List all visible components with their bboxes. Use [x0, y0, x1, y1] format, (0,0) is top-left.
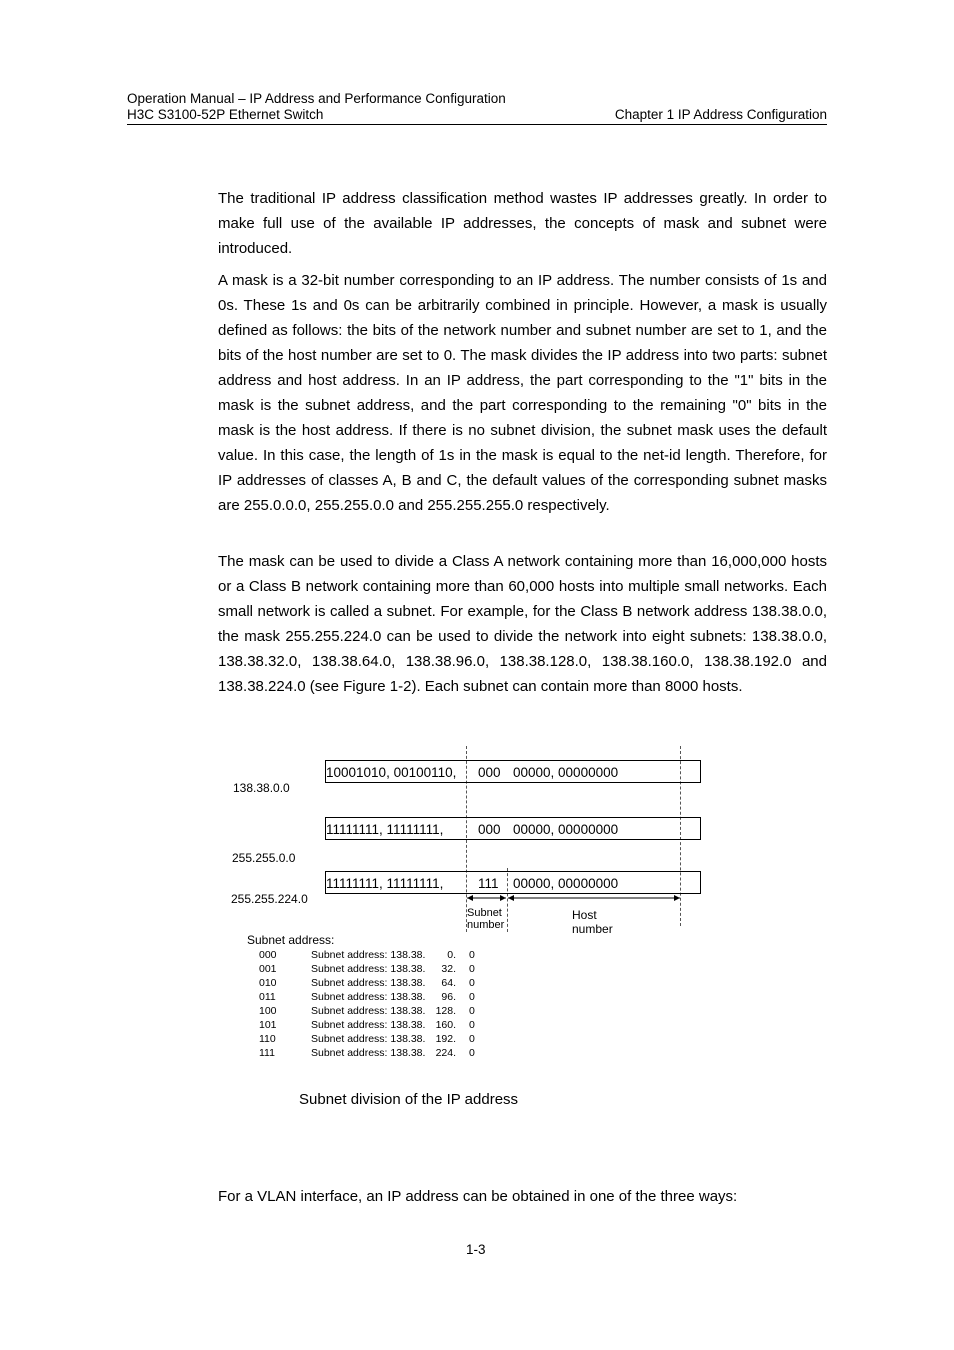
- subnet-address-heading: Subnet address:: [247, 933, 335, 947]
- header-rule: [127, 124, 827, 125]
- row-subnet-mask-host: 00000, 00000000: [513, 876, 619, 891]
- chapter-title: Chapter 1 IP Address Configuration: [614, 107, 827, 122]
- subnet-third-octet: 0.: [447, 949, 456, 961]
- subnet-fourth-octet: 0: [469, 1033, 475, 1045]
- subnet-address-text: Subnet address: 138.38.: [311, 949, 426, 961]
- subnet-fourth-octet: 0: [469, 949, 475, 961]
- row-address-net: 10001010, 00100110,: [326, 765, 457, 780]
- subnet-address-text: Subnet address: 138.38.: [311, 1033, 426, 1045]
- subnet-fourth-octet: 0: [469, 1019, 475, 1031]
- figure-caption: Subnet division of the IP address: [299, 1091, 519, 1108]
- row-default-mask-subnet: 000: [478, 822, 501, 837]
- subnet-number-label: Subnet number: [467, 907, 505, 931]
- subnet-third-octet: 160.: [435, 1019, 456, 1031]
- subnet-bits: 000: [259, 949, 277, 961]
- host-number-label: Host number: [572, 908, 613, 936]
- subnet-fourth-octet: 0: [469, 977, 475, 989]
- paragraph-subnet: The mask can be used to divide a Class A network containing more than 16,000,000 hosts or a Class B network containing more than 60,000 hosts into multiple small networks. Each small network is called a subnet. For example, for the Class B network address 138.38.0.0, the mask 255.255.224.0 can be used to divide the network into eight subnets: 138.38.0.0, 138.38.32.0, 138.38.64.0, 138.38.96.0, 138.38.128.0, 138.38.160.0, 138.38.192.0 and 138.38.224.0 (see Figure 1-2). Each subnet can contain more than 8000 hosts.: [218, 553, 827, 695]
- paragraph-intro: The traditional IP address classification method wastes IP addresses greatly. In order to make full use of the available IP addresses, the concepts of mask and subnet were introduced.: [218, 190, 827, 257]
- subnet-address-text: Subnet address: 138.38.: [311, 977, 426, 989]
- subnet-bits: 100: [259, 1005, 277, 1017]
- row-subnet-mask-net: 11111111, 11111111,: [326, 876, 444, 891]
- row-address-host: 00000, 00000000: [513, 765, 619, 780]
- paragraph-mask: A mask is a 32-bit number corresponding to an IP address. The number consists of 1s and 0s. These 1s and 0s can be arbitrarily combined in principle. However, a mask is usually defined as follows: the bits of the network number and subnet number are set to 1, and the bits of the host number are set to 0. The mask divides the IP address into two parts: subnet address and host address. In an IP address, the part corresponding to the "1" bits in the mask is the subnet address, and the part corresponding to the remaining "0" bits in the mask is the host address. If there is no subnet division, the subnet mask uses the default value. In this case, the length of 1s in the mask is equal to the net-id length. Therefore, for IP addresses of classes A, B and C, the default values of the corresponding subnet masks are 255.0.0.0, 255.255.0.0 and 255.255.255.0 respectively.: [218, 272, 827, 514]
- subnet-fourth-octet: 0: [469, 991, 475, 1003]
- subnet-address-text: Subnet address: 138.38.: [311, 1005, 426, 1017]
- subnet-bits: 101: [259, 1019, 277, 1031]
- subnet-third-octet: 192.: [435, 1033, 456, 1045]
- row-subnet-mask-label: 255.255.224.0: [231, 892, 308, 906]
- row-address-label: 138.38.0.0: [233, 781, 290, 795]
- subnet-arrow-right: [500, 895, 506, 901]
- subnet-fourth-octet: 0: [469, 1047, 475, 1059]
- subnet-fourth-octet: 0: [469, 1005, 475, 1017]
- row-default-mask-label: 255.255.0.0: [232, 851, 296, 865]
- product-name: H3C S3100-52P Ethernet Switch: [127, 107, 324, 122]
- row-default-mask-net: 11111111, 11111111,: [326, 822, 444, 837]
- subnet-third-octet: 128.: [435, 1005, 456, 1017]
- subnet-arrow-left: [467, 895, 473, 901]
- span-arrows: [460, 891, 690, 907]
- subnet-third-octet: 32.: [441, 963, 456, 975]
- subnet-bits: 011: [259, 991, 276, 1003]
- subnet-bits: 110: [259, 1033, 276, 1045]
- manual-title: Operation Manual – IP Address and Performance Configuration: [127, 91, 506, 106]
- host-arrow-left: [508, 895, 514, 901]
- subnet-address-text: Subnet address: 138.38.: [311, 991, 426, 1003]
- subnet-address-text: Subnet address: 138.38.: [311, 1047, 426, 1059]
- paragraph-vlan: For a VLAN interface, an IP address can be obtained in one of the three ways:: [218, 1188, 738, 1205]
- subnet-third-octet: 224.: [435, 1047, 456, 1059]
- subnet-bits: 010: [259, 977, 277, 989]
- page-number: 1-3: [466, 1242, 486, 1257]
- subnet-fourth-octet: 0: [469, 963, 475, 975]
- subnet-address-text: Subnet address: 138.38.: [311, 963, 426, 975]
- row-default-mask-host: 00000, 00000000: [513, 822, 619, 837]
- host-arrow-right: [674, 895, 680, 901]
- subnet-bits: 111: [259, 1047, 275, 1059]
- subnet-bits: 001: [259, 963, 277, 975]
- row-subnet-mask-subnet: 111: [478, 876, 499, 891]
- row-address-subnet: 000: [478, 765, 501, 780]
- subnet-third-octet: 96.: [441, 991, 456, 1003]
- subnet-address-text: Subnet address: 138.38.: [311, 1019, 426, 1031]
- subnet-third-octet: 64.: [441, 977, 456, 989]
